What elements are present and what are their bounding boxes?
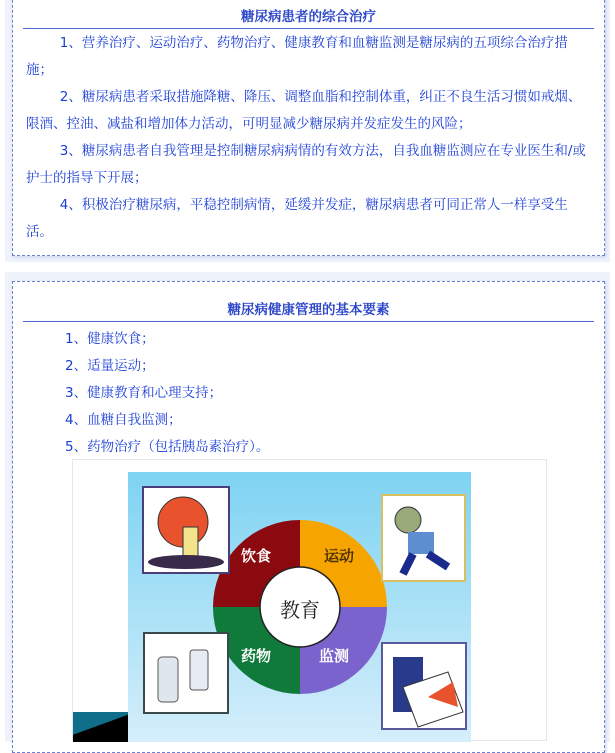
section1-box (12, 0, 605, 256)
list-item: 1、健康饮食； (65, 331, 155, 347)
segment-label-exercise: 运动 (324, 547, 355, 565)
list-item: 2、适量运动； (65, 358, 155, 374)
paragraph: 4、积极治疗糖尿病，平稳控制病情，延缓并发症，糖尿病患者可同正常人一样享受生活。 (26, 197, 568, 240)
list-item: 5、药物治疗（包括胰岛素治疗）。 (65, 439, 270, 455)
list-item: 3、健康教育和心理支持； (65, 385, 223, 401)
segment-label-diet: 饮食 (241, 547, 272, 565)
diagram-picture (128, 472, 471, 742)
medicine-picture-frame (144, 633, 228, 713)
section2-title: 糖尿病健康管理的基本要素 (23, 298, 594, 322)
section1-title: 糖尿病患者的综合治疗 (23, 5, 594, 29)
dark-corner-decoration (73, 712, 128, 742)
segment-label-medicine: 药物 (241, 647, 272, 665)
diabetes-management-image (72, 459, 547, 741)
segment-label-monitor: 监测 (319, 647, 350, 665)
paragraph: 2、糖尿病患者采取措施降糖、降压、调整血脂和控制体重，纠正不良生活习惯如戒烟、限酒、控油、减盐和增加体力活动，可明显减少糖尿病并发症发生的风险； (26, 89, 582, 132)
paragraph: 1、营养治疗、运动治疗、药物治疗、健康教育和血糖监测是糖尿病的五项综合治疗措施； (26, 35, 568, 78)
section1-body (26, 30, 590, 246)
section1-panel (5, 0, 610, 262)
paragraph: 3、糖尿病患者自我管理是控制糖尿病病情的有效方法，自我血糖监测应在专业医生和/或护士的指导下开展； (26, 143, 586, 186)
center-label: 教育 (280, 598, 320, 622)
list-item: 4、血糖自我监测； (65, 412, 182, 428)
